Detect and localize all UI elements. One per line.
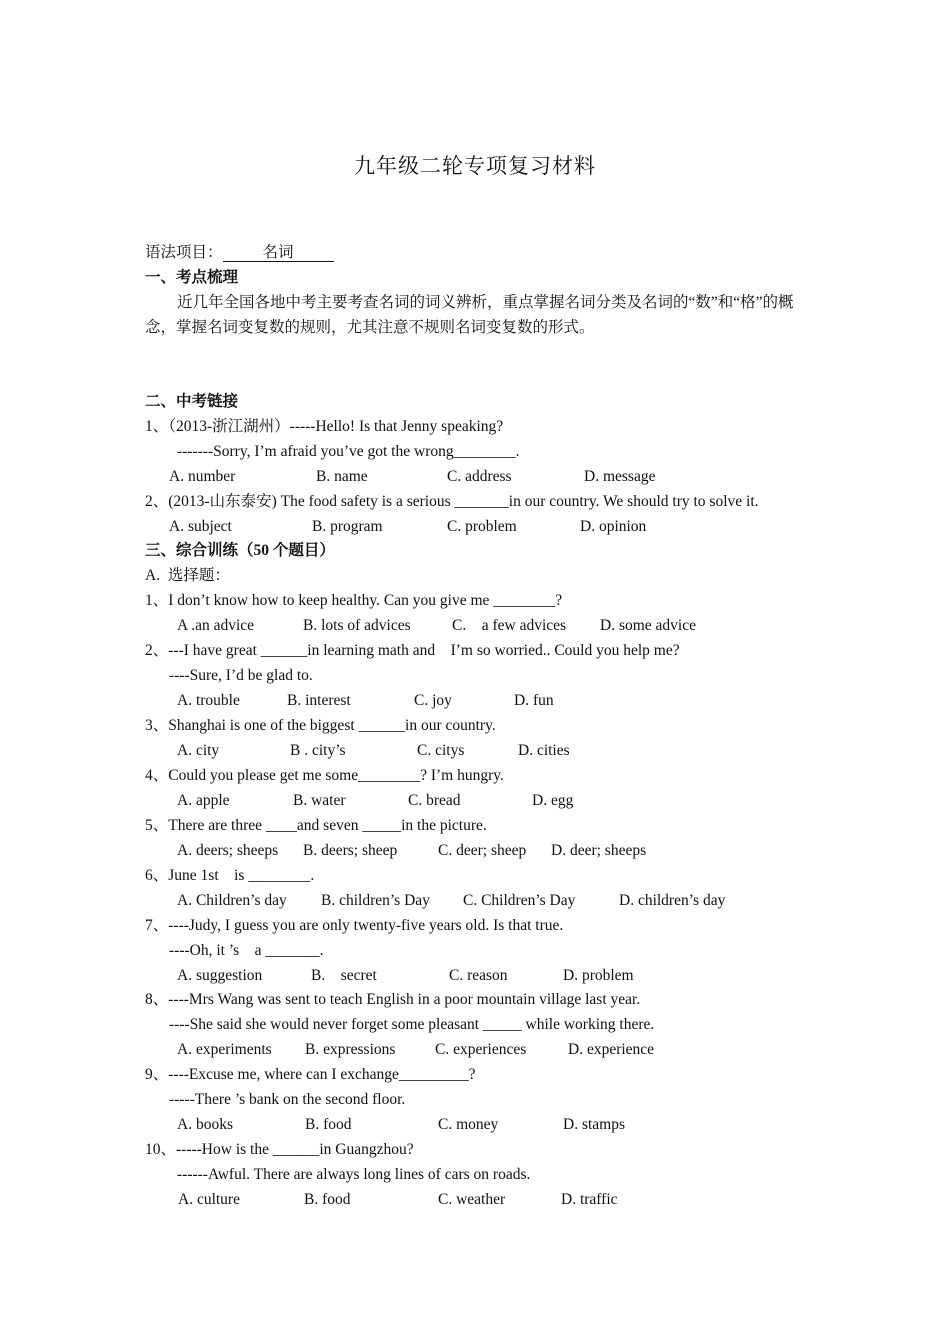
q1-stem: 1、I don’t know how to keep healthy. Can you give me ________? <box>145 592 563 609</box>
option-d: D. some advice <box>600 617 696 634</box>
q10-reply: ------Awful. There are always long lines of cars on roads. <box>177 1166 531 1183</box>
q6-stem: 6、June 1st is ________. <box>145 867 315 884</box>
option-d: D. problem <box>563 967 634 984</box>
option-b: B. name <box>316 468 368 485</box>
option-d: D. fun <box>514 692 554 709</box>
option-a: A. number <box>169 468 236 485</box>
section3-heading: 三、综合训练（50 个题目） <box>145 542 335 559</box>
q8-stem: 8、----Mrs Wang was sent to teach English in a poor mountain village last year. <box>145 991 641 1008</box>
option-c: C. citys <box>417 742 465 759</box>
q9-reply: -----There ’s bank on the second floor. <box>169 1091 406 1108</box>
option-c: C. Children’s Day <box>463 892 576 909</box>
q10-options <box>178 1190 618 1310</box>
option-a: A. Children’s day <box>177 892 287 909</box>
q10-stem: 10、-----How is the ______in Guangzhou? <box>145 1141 414 1158</box>
option-c: C. joy <box>414 692 452 709</box>
option-a: A. apple <box>177 792 230 809</box>
section1-heading: 一、考点梳理 <box>145 269 239 286</box>
option-d: D. traffic <box>561 1191 618 1208</box>
option-c: C. address <box>447 468 512 485</box>
option-a: A. books <box>177 1116 233 1133</box>
option-d: D. egg <box>532 792 574 809</box>
option-c: C. reason <box>449 967 508 984</box>
option-c: C. weather <box>438 1191 506 1208</box>
q2-1-reply: -------Sorry, I’m afraid you’ve got the wrong________. <box>177 443 520 460</box>
option-b: B. deers; sheep <box>303 842 398 859</box>
option-a: A. experiments <box>177 1041 272 1058</box>
option-a: A. trouble <box>177 692 240 709</box>
option-d: D. message <box>584 468 656 485</box>
option-a: A. city <box>177 742 220 759</box>
q7-stem: 7、----Judy, I guess you are only twenty-five years old. Is that true. <box>145 917 564 934</box>
q7-reply: ----Oh, it ’s a _______. <box>169 942 324 959</box>
q5-stem: 5、There are three ____and seven _____in the picture. <box>145 817 487 834</box>
option-b: B. children’s Day <box>321 892 430 909</box>
option-b: B. water <box>293 792 346 809</box>
option-b: B. interest <box>287 692 351 709</box>
q9-stem: 9、----Excuse me, where can I exchange_________? <box>145 1066 476 1083</box>
option-c: C. problem <box>447 518 517 535</box>
q2-2-stem: 2、(2013-山东泰安) The food safety is a serious _______in our country. We should try to solve it. <box>145 493 759 510</box>
q4-stem: 4、Could you please get me some________? I’m hungry. <box>145 767 504 784</box>
q2-1-stem: 1、（2013-浙江湖州）-----Hello! Is that Jenny speaking? <box>145 418 504 435</box>
option-d: D. deer; sheeps <box>551 842 647 859</box>
option-c: C. bread <box>408 792 461 809</box>
document-title: 九年级二轮专项复习材料 <box>354 154 596 178</box>
option-d: D. stamps <box>563 1116 625 1133</box>
option-b: B. food <box>305 1116 352 1133</box>
option-b: B. expressions <box>305 1041 396 1058</box>
q2-reply: ----Sure, I’d be glad to. <box>169 667 313 684</box>
option-c: C. a few advices <box>452 617 567 634</box>
q2-stem: 2、---I have great ______in learning math and I’m so worried.. Could you help me? <box>145 642 680 659</box>
q8-reply: ----She said she would never forget some pleasant _____ while working there. <box>169 1016 655 1033</box>
option-a: A. subject <box>169 518 232 535</box>
option-a: A. deers; sheeps <box>177 842 279 859</box>
option-b: B . city’s <box>290 742 346 759</box>
option-b: B. secret <box>311 967 377 984</box>
grammar-item-label: 语法项目： <box>145 244 223 261</box>
grammar-item-value: 名词 <box>223 245 334 262</box>
option-b: B. lots of advices <box>303 617 411 634</box>
option-d: D. children’s day <box>619 892 726 909</box>
option-d: D. cities <box>518 742 570 759</box>
section3-subheading: A. 选择题： <box>145 567 230 584</box>
option-d: D. experience <box>568 1041 655 1058</box>
option-a: A .an advice <box>177 617 255 634</box>
option-b: B. food <box>304 1191 351 1208</box>
option-c: C. experiences <box>435 1041 527 1058</box>
q3-stem: 3、Shanghai is one of the biggest ______in our country. <box>145 717 496 734</box>
option-c: C. money <box>438 1116 499 1133</box>
section2-heading: 二、中考链接 <box>145 393 239 410</box>
option-d: D. opinion <box>580 518 647 535</box>
option-a: A. culture <box>178 1191 240 1208</box>
grammar-item-line <box>145 243 334 263</box>
section1-text: 近几年全国各地中考主要考查名词的词义辨析，重点掌握名词分类及名词的“数”和“格”的概念，掌握名词变复数的规则，尤其注意不规则名词变复数的形式。 <box>145 294 794 336</box>
option-a: A. suggestion <box>177 967 263 984</box>
option-c: C. deer; sheep <box>438 842 527 859</box>
option-b: B. program <box>312 518 383 535</box>
